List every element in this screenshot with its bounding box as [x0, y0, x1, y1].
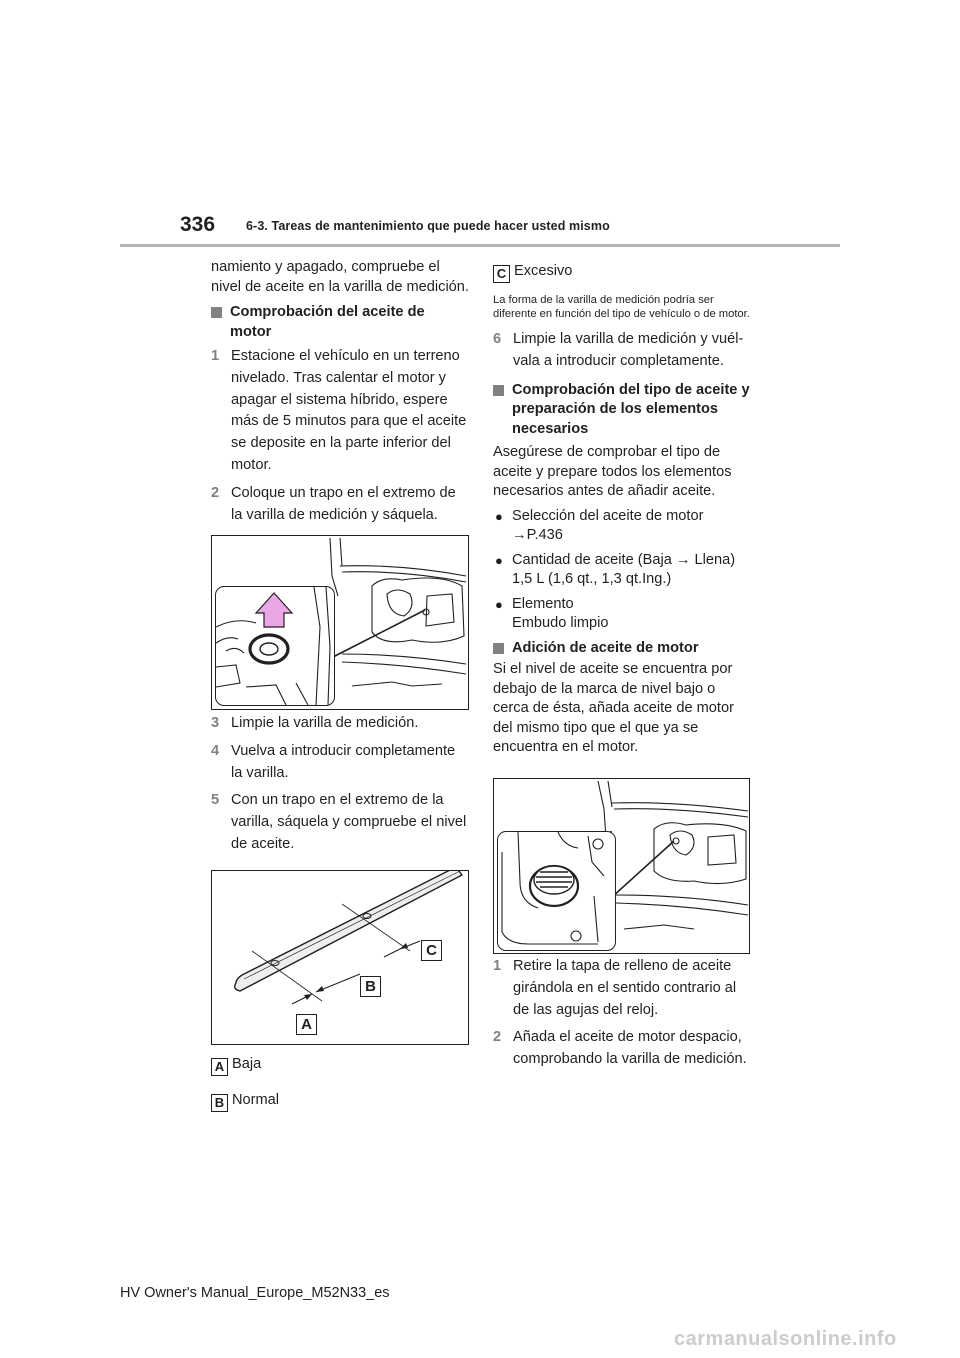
label-a: A: [296, 1014, 317, 1035]
square-bullet-icon: [211, 307, 222, 318]
page-number: 336: [180, 213, 216, 236]
legend-item: [493, 262, 751, 283]
step-item: [211, 713, 469, 735]
bullet-dot-icon: ●: [495, 596, 503, 612]
pull-arrow-icon: [256, 593, 292, 627]
detail-inset: [497, 831, 616, 951]
square-bullet-icon: [493, 385, 504, 396]
step-number: 5: [211, 792, 220, 809]
manual-footer: HV Owner's Manual_Europe_M52N33_es: [120, 1285, 390, 1301]
bullet-line: Elemento: [512, 595, 574, 612]
step-item: [211, 346, 469, 477]
legend-text: Normal: [232, 1092, 280, 1108]
step-text: Coloque un trapo en el extremo de la varilla de medición y sáquela.: [231, 484, 456, 523]
bullet-line: 1,5 L (1,6 qt., 1,3 qt.Ing.): [512, 571, 672, 588]
heading-oil-type: [493, 381, 751, 440]
section-title: 6-3. Tareas de mantenimiento que puede hacer usted mismo: [246, 219, 610, 233]
dipstick-detail-illustration: [216, 587, 334, 705]
step-number: 1: [211, 348, 220, 364]
left-column-top: [211, 258, 469, 526]
watermark: carmanualsonline.info: [674, 1328, 897, 1350]
legend-item: [211, 1055, 469, 1076]
right-column-bottom: [493, 956, 751, 1071]
figure-engine-dipstick: [211, 535, 469, 710]
step-item: [493, 956, 751, 1021]
legend-item: [211, 1091, 469, 1112]
figure-dipstick-levels: [211, 870, 469, 1045]
heading-add-oil-text: Adición de aceite de motor: [512, 639, 699, 656]
step-item: [211, 483, 469, 527]
step-item: [493, 329, 751, 373]
figure-oil-filler-cap: [493, 778, 750, 954]
paragraph-add-oil: Si el nivel de aceite se encuentra por debajo de la marca de nivel bajo o cerca de ésta, añada aceite de motor del mismo tipo que el que ya se encuentra en el motor.: [493, 661, 734, 756]
step-text: Limpie la varilla de medición.: [231, 715, 419, 731]
bullet-item: [493, 507, 751, 546]
note-text: La forma de la varilla de medición podría ser diferente en función del tipo de vehículo o de motor.: [493, 294, 750, 320]
bullet-dot-icon: ●: [495, 508, 503, 524]
heading-add-oil: [493, 639, 751, 659]
bullet-line: →P.436: [512, 527, 563, 544]
step-text: Limpie la varilla de medición y vuélvala a introducir completamente.: [513, 331, 744, 369]
step-number: 2: [211, 484, 220, 501]
step-item: [493, 1027, 751, 1071]
step-number: 2: [493, 1029, 502, 1046]
step-number: 1: [493, 958, 502, 974]
label-c: C: [421, 940, 442, 961]
legend-letter: B: [211, 1094, 228, 1112]
legend-ab: [211, 1055, 469, 1112]
step-text: Retire la tapa de relleno de aceite girándola en el sentido contrario al de las agujas del reloj.: [513, 958, 737, 1018]
step-text: Vuelva a introducir completamente la varilla.: [231, 742, 456, 781]
detail-inset: [215, 586, 335, 706]
step-text: Añada el aceite de motor despacio, comprobando la varilla de medición.: [513, 1029, 747, 1068]
legend-letter: A: [211, 1058, 228, 1076]
bullet-dot-icon: ●: [495, 552, 503, 568]
step-text: Estacione el vehículo en un terreno nivelado. Tras calentar el motor y apagar el sistema híbrido, espere más de 5 minutos para que el aceite se deposite en la parte inferior del motor.: [231, 348, 467, 473]
step-number: 4: [211, 742, 220, 759]
bullet-line: Selección del aceite de motor: [512, 507, 704, 524]
heading-oil-check-text: Comprobación del aceite de motor: [230, 304, 425, 340]
legend-text: Excesivo: [514, 263, 573, 279]
heading-oil-type-text: Comprobación del tipo de aceite y preparación de los elementos necesarios: [512, 381, 750, 437]
step-text: Con un trapo en el extremo de la varilla, sáquela y compruebe el nivel de aceite.: [231, 792, 467, 852]
bullet-line: Embudo limpio: [512, 615, 609, 632]
paragraph-prepare: Asegúrese de comprobar el tipo de aceite y prepare todos los elementos necesarios antes de añadir aceite.: [493, 444, 732, 500]
step-number: 6: [493, 331, 502, 347]
filler-cap-detail-illustration: [498, 832, 615, 950]
square-bullet-icon: [493, 643, 504, 654]
intro-text: namiento y apagado, compruebe el nivel de aceite en la varilla de medición.: [211, 259, 469, 295]
legend-letter: C: [493, 265, 510, 283]
left-column-middle: [211, 713, 469, 856]
bullet-item: [493, 595, 751, 634]
step-item: [211, 790, 469, 855]
bullet-item: [493, 551, 751, 590]
bullet-line: Cantidad de aceite (Baja → Llena): [512, 551, 736, 568]
step-number: 3: [211, 715, 220, 731]
header-rule: [120, 244, 840, 247]
right-column-top: [493, 262, 751, 758]
heading-oil-check: [211, 303, 469, 342]
label-b: B: [360, 976, 381, 997]
step-item: [211, 741, 469, 785]
legend-text: Baja: [232, 1056, 262, 1072]
